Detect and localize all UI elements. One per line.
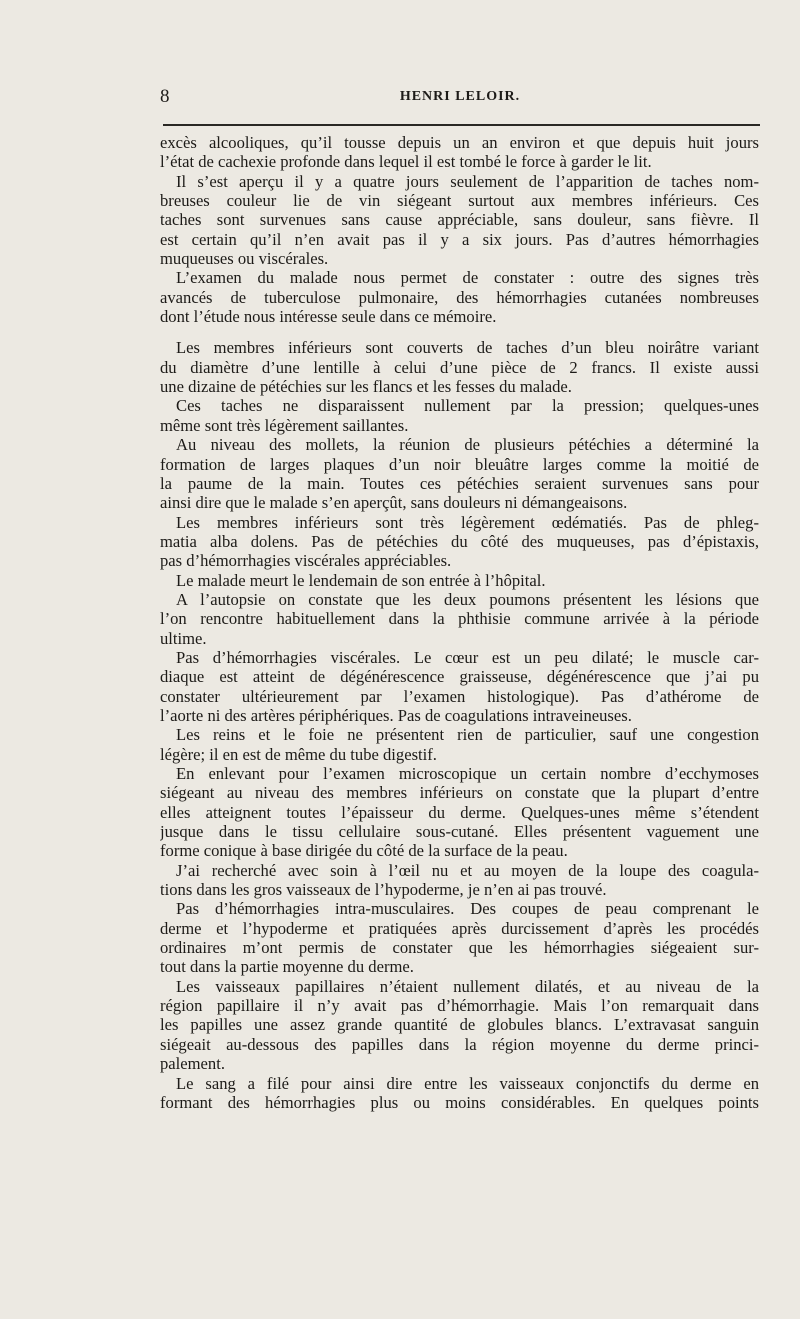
text-line: légère; il en est de même du tube digestif.	[160, 744, 437, 764]
header-rule	[163, 124, 760, 126]
text-line: constater ultérieurement par l’examen histologique). Pas d’athérome de	[160, 686, 759, 706]
text-line: ordinaires m’ont permis de constater que les hémorrhagies siégeaient sur-	[160, 938, 759, 958]
text-line: Le malade meurt le lendemain de son entrée à l’hôpital.	[176, 570, 546, 590]
text-line: est certain qu’il n’en avait pas il y a six jours. Pas d’autres hémorrhagies	[160, 229, 759, 249]
text-line: J’ai recherché avec soin à l’œil nu et au moyen de la loupe des coagula-	[176, 860, 759, 880]
text-line: jusque dans le tissu cellulaire sous-cutané. Elles présentent vaguement une	[160, 822, 759, 842]
page-header	[160, 86, 760, 112]
body-text	[160, 133, 759, 1112]
text-line: du diamètre d’une lentille à celui d’une pièce de 2 francs. Il existe aussi	[160, 357, 759, 377]
text-line: excès alcooliques, qu’il tousse depuis un an environ et que depuis huit jours	[160, 133, 759, 152]
paragraph-gap	[160, 326, 759, 338]
text-line: Au niveau des mollets, la réunion de plusieurs pétéchies a déterminé la	[176, 435, 759, 455]
text-line: diaque est atteint de dégénérescence graisseuse, dégénérescence que j’ai pu	[160, 667, 759, 687]
text-line: pas d’hémorrhagies viscérales appréciables.	[160, 551, 452, 571]
text-line: l’aorte ni des artères périphériques. Pas de coagulations intraveineuses.	[160, 705, 632, 725]
text-line: taches sont survenues sans cause appréciable, sans douleur, sans fièvre. Il	[160, 210, 759, 230]
text-line: ultime.	[160, 628, 207, 648]
text-line: une dizaine de pétéchies sur les flancs et les fesses du malade.	[160, 377, 572, 397]
page-number: 8	[160, 86, 170, 107]
text-line: elles atteignent toutes l’épaisseur du derme. Quelques-unes même s’étendent	[160, 802, 759, 822]
text-line: avancés de tuberculose pulmonaire, des hémorrhagies cutanées nombreuses	[160, 287, 759, 307]
running-head: HENRI LELOIR.	[399, 89, 521, 104]
text-line: Les vaisseaux papillaires n’étaient nullement dilatés, et au niveau de la	[176, 976, 759, 996]
text-line: Il s’est aperçu il y a quatre jours seulement de l’apparition de taches nom-	[176, 171, 759, 191]
text-line: palement.	[160, 1054, 225, 1074]
text-line: l’on rencontre habituellement dans la phthisie commune arrivée à la période	[160, 609, 759, 629]
text-line: tions dans les gros vaisseaux de l’hypoderme, je n’en ai pas trouvé.	[160, 880, 607, 900]
text-line: dont l’étude nous intéresse seule dans ce mémoire.	[160, 307, 497, 327]
text-line: les papilles une assez grande quantité de globules blancs. L’extravasat sanguin	[160, 1015, 759, 1035]
text-line: Pas d’hémorrhagies viscérales. Le cœur est un peu dilaté; le muscle car-	[176, 647, 759, 667]
text-line: Pas d’hémorrhagies intra-musculaires. Des coupes de peau comprenant le	[176, 899, 759, 919]
text-line: muqueuses ou viscérales.	[160, 249, 329, 269]
text-line: Les membres inférieurs sont couverts de taches d’un bleu noirâtre variant	[176, 338, 759, 358]
text-line: Ces taches ne disparaissent nullement par la pression; quelques-unes	[176, 396, 759, 416]
text-line: A l’autopsie on constate que les deux poumons présentent les lésions que	[176, 589, 759, 609]
text-line: siégeant au niveau des membres inférieurs on constate que la plupart d’entre	[160, 783, 759, 803]
text-line: matia alba dolens. Pas de pétéchies du côté des muqueuses, pas d’épistaxis,	[160, 531, 759, 551]
text-line: L’examen du malade nous permet de constater : outre des signes très	[176, 268, 759, 288]
text-line: Le sang a filé pour ainsi dire entre les vaisseaux conjonctifs du derme en	[176, 1073, 759, 1093]
text-line: formant des hémorrhagies plus ou moins considérables. En quelques points	[160, 1092, 759, 1112]
text-line: tout dans la partie moyenne du derme.	[160, 957, 414, 977]
text-line: siégeait au-dessous des papilles dans la région moyenne du derme princi-	[160, 1034, 759, 1054]
text-line: Les reins et le foie ne présentent rien de particulier, sauf une congestion	[176, 725, 759, 745]
text-line: derme et l’hypoderme et pratiquées après durcissement d’après les procédés	[160, 918, 759, 938]
text-line: En enlevant pour l’examen microscopique un certain nombre d’ecchymoses	[176, 764, 759, 783]
text-line: Les membres inférieurs sont très légèrement œdématiés. Pas de phleg-	[176, 512, 759, 532]
text-line: région papillaire il n’y avait pas d’hémorrhagie. Mais l’on remarquait dans	[160, 996, 759, 1016]
text-line: formation de larges plaques d’un noir bleuâtre larges comme la moitié de	[160, 454, 759, 474]
text-line: l’état de cachexie profonde dans lequel il est tombé le force à garder le lit.	[160, 152, 652, 172]
text-line: breuses couleur lie de vin siégeant surtout aux membres inférieurs. Ces	[160, 191, 759, 211]
text-line: forme conique à base dirigée du côté de la surface de la peau.	[160, 841, 568, 861]
text-line: même sont très légèrement saillantes.	[160, 415, 409, 435]
text-line: la paume de la main. Toutes ces pétéchies seraient survenues sans pour	[160, 473, 759, 493]
text-line: ainsi dire que le malade s’en aperçût, sans douleurs ni démangeaisons.	[160, 493, 628, 513]
